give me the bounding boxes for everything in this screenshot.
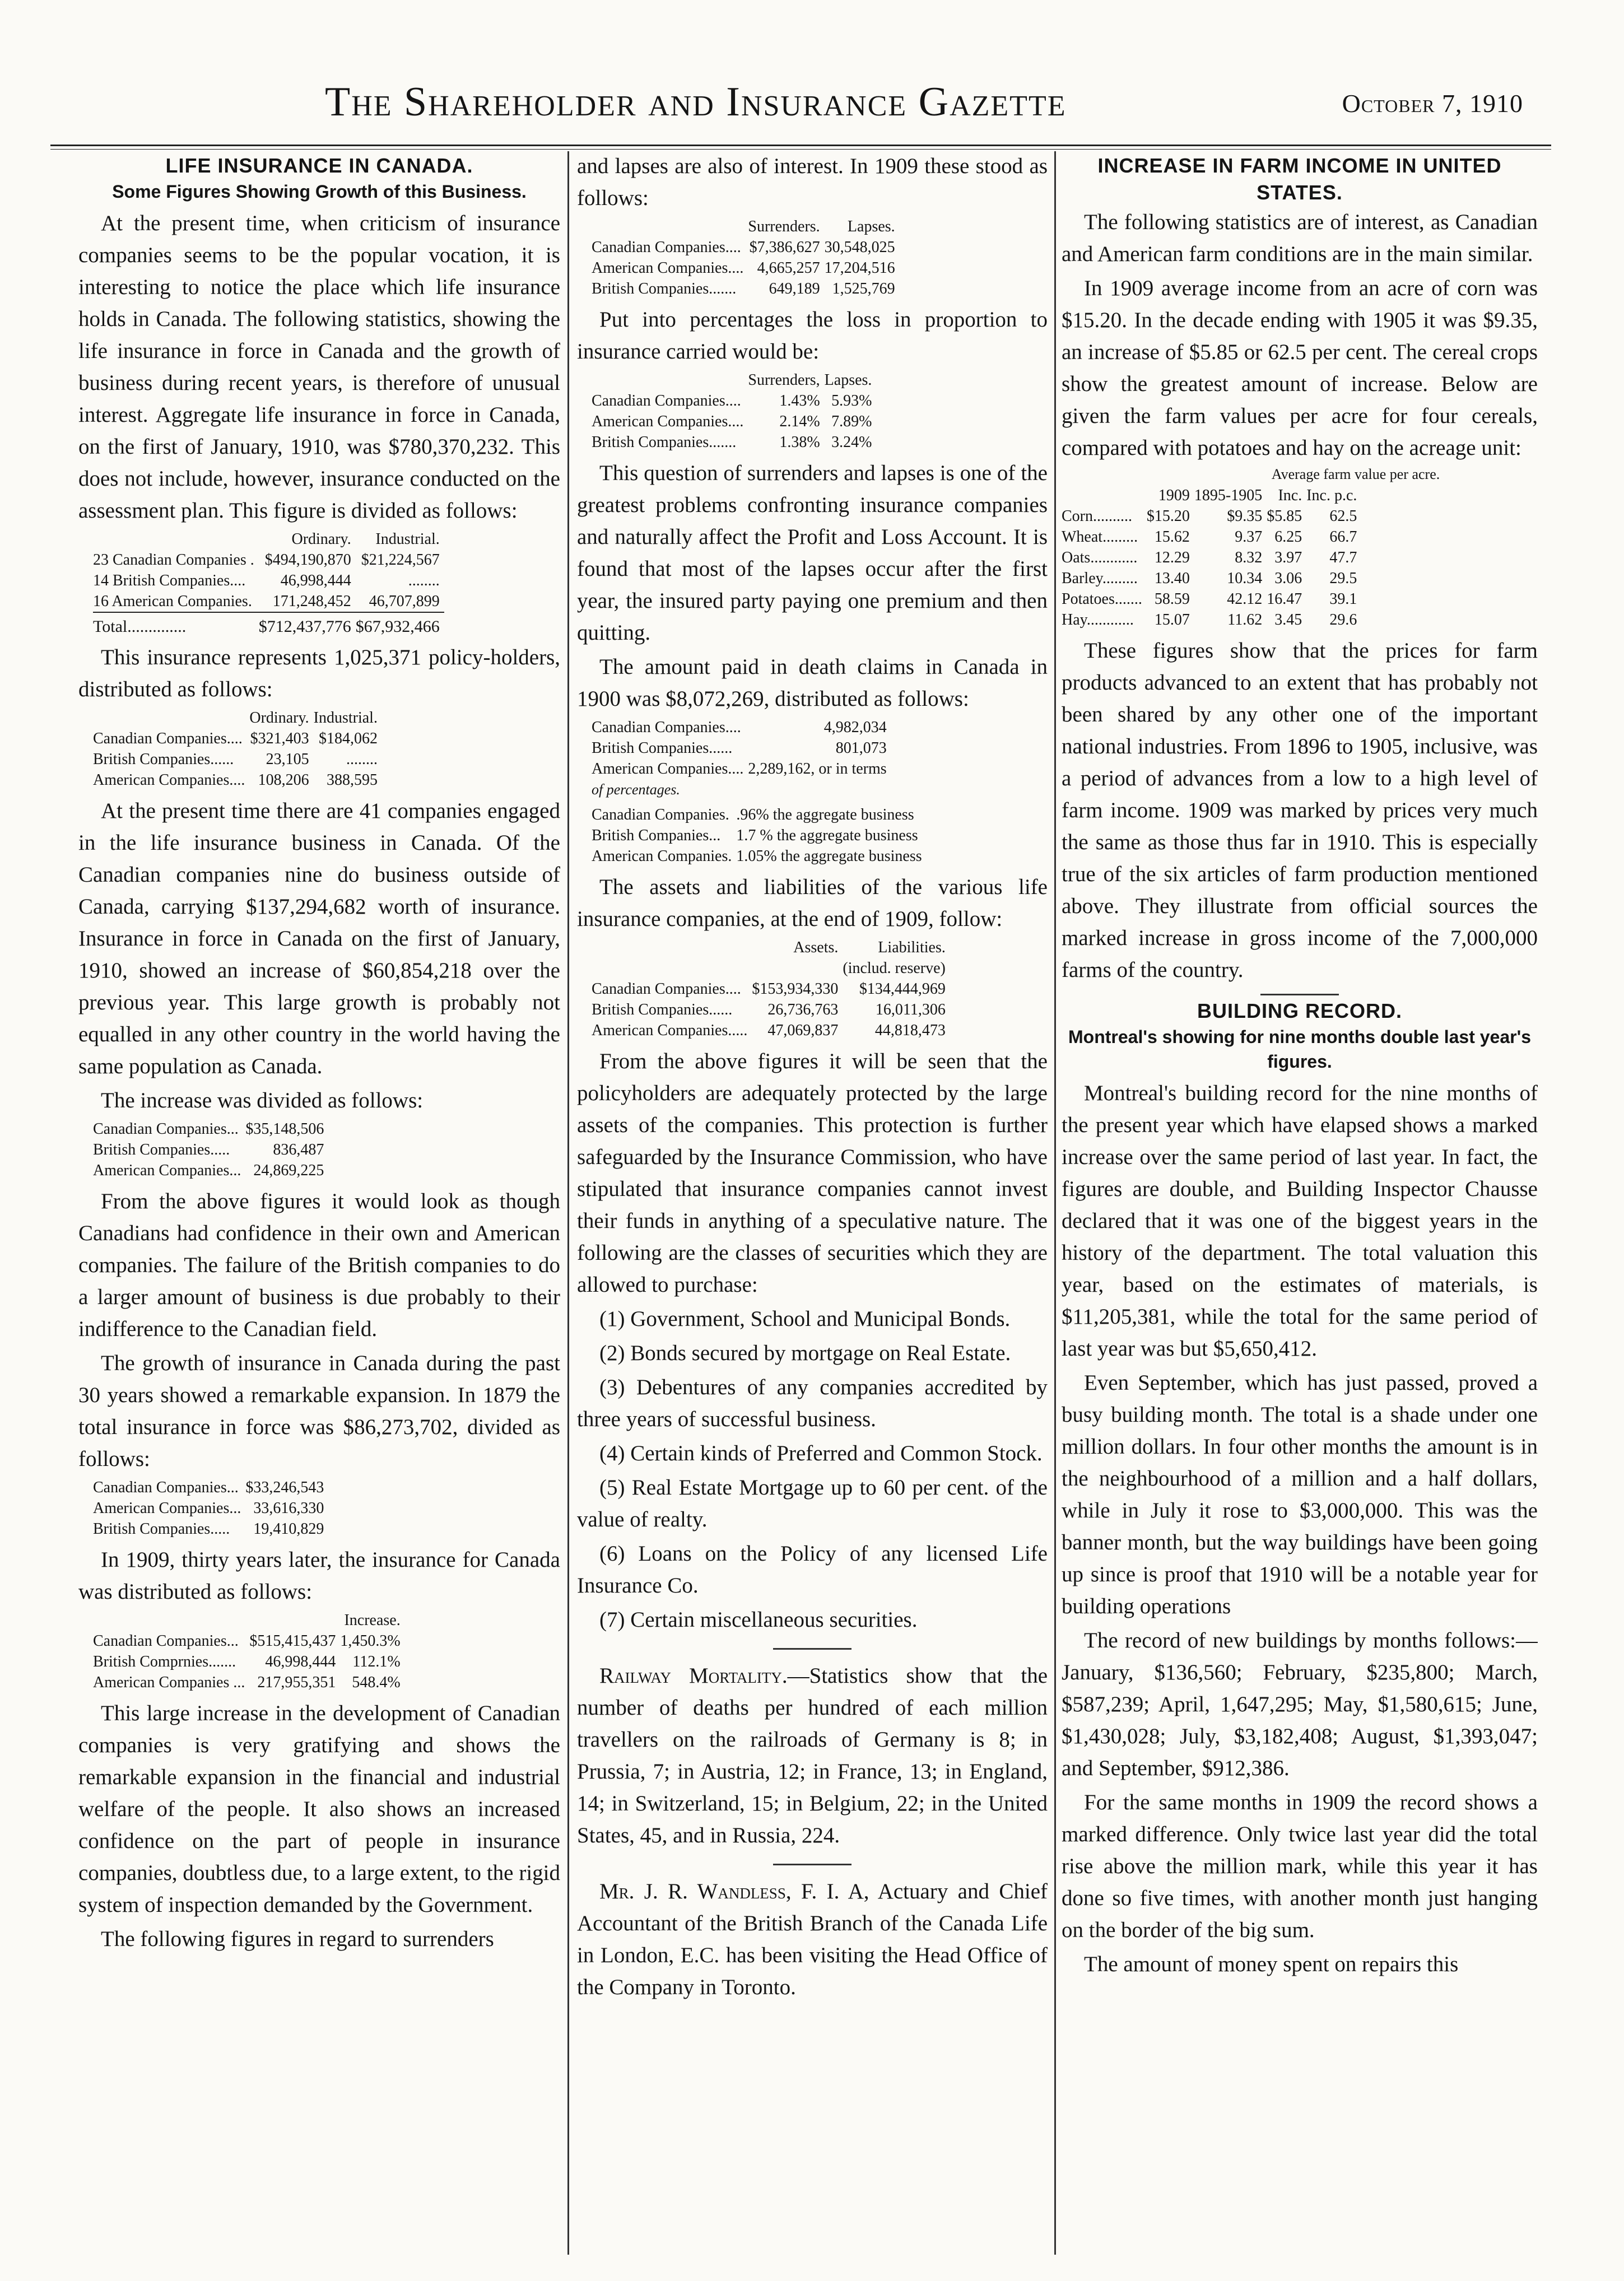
table-row: [592, 1020, 950, 1041]
row-label: Canadian Companies...: [93, 1632, 239, 1650]
table-row: [592, 825, 927, 846]
cell: 2,289,162, or in terms: [748, 760, 887, 778]
policyholders-table: [93, 707, 382, 790]
cell: 23,105: [266, 751, 309, 768]
column-header: Ordinary.: [249, 709, 309, 727]
column-life-insurance: [78, 150, 560, 2256]
cell: $33,246,543: [245, 1479, 324, 1496]
table-row: [93, 1498, 328, 1519]
row-label: American Companies....: [93, 771, 245, 789]
cell: .96% the aggregate business: [736, 806, 914, 823]
row-label: 16 American Companies.: [93, 593, 252, 610]
paragraph: This question of surrenders and lapses is one of the greatest problems confronting insurance companies and naturally affect the Profit and Loss Account. It is found that most of the lapses occur after the first year, the insured party paying one premium and then quitting.: [577, 461, 1048, 645]
table-row: [93, 1519, 328, 1539]
paragraph: In 1909, thirty years later, the insurance for Canada was distributed as follows:: [78, 1548, 560, 1604]
row-label: British Companies.......: [592, 434, 737, 451]
cell: 10.34: [1227, 570, 1263, 587]
cell: ........: [346, 751, 378, 768]
row-label: British Comprnies.......: [93, 1653, 236, 1670]
row-label: American Companies...: [93, 1162, 241, 1179]
cell: 29.5: [1329, 570, 1357, 587]
cell: 3.97: [1274, 549, 1302, 566]
cell: 46,707,899: [369, 593, 440, 610]
column-farm-building: [1062, 150, 1538, 2256]
cell: $153,934,330: [752, 980, 839, 998]
table-row: [93, 728, 382, 749]
railway-mortality-paragraph: [577, 1660, 1048, 1851]
row-label: British Companies...: [592, 827, 721, 844]
cell: 388,595: [326, 771, 378, 789]
cell: 47.7: [1329, 549, 1357, 566]
row-label: Canadian Companies....: [592, 239, 741, 256]
section-divider: [773, 1864, 851, 1865]
column-header: Liabilities.: [878, 939, 946, 956]
column-header: Increase.: [344, 1612, 401, 1629]
row-label: 14 British Companies....: [93, 572, 246, 589]
percentages-table: [592, 370, 876, 453]
article-subheading: Some Figures Showing Growth of this Business.: [112, 181, 527, 202]
cell: 46,998,444: [265, 1653, 336, 1670]
column-header: Assets.: [793, 939, 839, 956]
cell: 5.93%: [831, 392, 872, 409]
cell: 46,998,444: [280, 572, 351, 589]
row-label: British Companies......: [592, 739, 733, 757]
paragraph: Even September, which has just passed, proved a busy building month. The total is a shade under one million dollars. In four other months the amount is in the neighbourhood of a million and a half dollars, while in July it rose to $3,000,000. This was the banner month, but the way buildings have been going up since is proof that 1910 will be a notable year for building operations: [1062, 1371, 1538, 1618]
cell: 112.1%: [352, 1653, 401, 1670]
row-label: American Companies.: [592, 848, 732, 865]
cell: 15.07: [1154, 611, 1190, 629]
column-header: Lapses.: [847, 218, 895, 235]
article-heading: LIFE INSURANCE IN CANADA.: [165, 154, 473, 177]
table-row: [592, 237, 900, 258]
cell: $494,190,870: [264, 551, 351, 569]
table-row: [93, 1139, 328, 1160]
cell: $515,415,437: [249, 1632, 336, 1650]
cell: $15.20: [1146, 508, 1190, 525]
cell: 3.06: [1274, 570, 1302, 587]
column-header: Lapses.: [824, 371, 872, 389]
death-claims-table: [592, 717, 891, 800]
table-row: [93, 591, 444, 612]
cell: 649,189: [769, 280, 820, 297]
row-label: British Companies.....: [93, 1141, 230, 1158]
table-row: [592, 390, 876, 411]
cell: 9.37: [1235, 528, 1263, 546]
paragraph-body: F. I. A, Actuary and Chief Accountant of the British Branch of the Canada Life in London, E.C. has been visiting the Head Office of the Company in Toronto.: [577, 1879, 1048, 1999]
death-claims-percent-table: [592, 804, 927, 867]
cell: 29.6: [1329, 611, 1357, 629]
table-row: [1062, 609, 1361, 630]
cell: 17,204,516: [824, 259, 895, 277]
paragraph: The assets and liabilities of the various life insurance companies, at the end of 1909, follow:: [577, 875, 1048, 931]
list-item: (5) Real Estate Mortgage up to 60 per cent. of the value of realty.: [577, 1475, 1048, 1531]
column-header: (includ. reserve): [843, 960, 946, 977]
cell: 13.40: [1154, 570, 1190, 587]
paragraph: The increase was divided as follows:: [101, 1088, 424, 1112]
cell: 26,736,763: [767, 1001, 839, 1018]
column-header: Inc. p.c.: [1306, 487, 1357, 504]
table-row: [1062, 527, 1361, 547]
column-surrenders-lapses: [577, 150, 1048, 2256]
paragraph: and lapses are also of interest. In 1909 these stood as follows:: [577, 154, 1048, 210]
paragraph: This insurance represents 1,025,371 policy-holders, distributed as follows:: [78, 645, 560, 701]
cell: 1,450.3%: [340, 1632, 401, 1650]
row-label: Wheat.........: [1062, 528, 1138, 546]
cell: 16.47: [1267, 590, 1302, 608]
farm-values-table: [1062, 485, 1361, 630]
cell: 8.32: [1235, 549, 1263, 566]
column-header: Inc.: [1278, 487, 1302, 504]
cell: $9.35: [1227, 508, 1263, 525]
paragraph: Put into percentages the loss in proportion to insurance carried would be:: [577, 308, 1048, 364]
cell: 66.7: [1329, 528, 1357, 546]
table-row: [93, 749, 382, 770]
row-label: Corn..........: [1062, 508, 1132, 525]
cell: $35,148,506: [245, 1120, 324, 1138]
table-row: [1062, 568, 1361, 589]
row-label: British Companies.....: [93, 1520, 230, 1538]
article-heading: BUILDING RECORD.: [1197, 999, 1402, 1022]
cell: 19,410,829: [253, 1520, 324, 1538]
cell: 836,487: [273, 1141, 324, 1158]
table-row: [592, 411, 876, 432]
paragraph-lead: Railway Mortality.: [599, 1664, 788, 1688]
column-divider-2: [1054, 151, 1056, 2255]
paragraph: For the same months in 1909 the record shows a marked difference. Only twice last year did the total rise above the million mark, while this year it has done so five times, with another month just hanging on the border of the big sum.: [1062, 1790, 1538, 1942]
cell: 4,665,257: [757, 259, 820, 277]
cell: 171,248,452: [272, 593, 351, 610]
cell: 3.45: [1274, 611, 1302, 629]
table-row: [592, 278, 900, 299]
cell: 3.24%: [831, 434, 872, 451]
column-header: Ordinary.: [291, 530, 351, 548]
paragraph: The following figures in regard to surrenders: [101, 1927, 494, 1951]
table-row: [93, 1631, 405, 1651]
cell: $5.85: [1267, 508, 1302, 525]
row-label: Canadian Companies.: [592, 806, 729, 823]
cell: 1.7 % the aggregate business: [736, 827, 918, 844]
table-row: [93, 1672, 405, 1693]
table-row: [592, 738, 891, 758]
paragraph-body: —Statistics show that the number of deaths per hundred of each million travellers on the railroads of Germany is 8; in Prussia, 7; in Austria, 12; in France, 13; in England, 14; in Switzerland, 15; in Belgium, 22; in the United States, 45, and in Russia, 224.: [577, 1664, 1048, 1847]
row-label: Oats............: [1062, 549, 1138, 566]
column-header: 1895-1905: [1194, 487, 1263, 504]
list-item: (2) Bonds secured by mortgage on Real Estate.: [599, 1341, 1011, 1365]
row-label: Hay............: [1062, 611, 1134, 629]
column-header: Surrenders,: [748, 371, 820, 389]
issue-date: October 7, 1910: [1342, 89, 1523, 118]
cell: 108,206: [258, 771, 309, 789]
column-header: Industrial.: [375, 530, 440, 548]
cell: 1.38%: [779, 434, 820, 451]
row-label: American Companies....: [592, 760, 744, 778]
cell: ........: [408, 572, 440, 589]
cell: 2.14%: [779, 413, 820, 430]
cell: 1.43%: [779, 392, 820, 409]
masthead-title: The Shareholder and Insurance Gazette: [325, 79, 1067, 125]
table-row: [1062, 589, 1361, 609]
column-header: Industrial.: [313, 709, 378, 727]
row-label: British Companies.......: [592, 280, 737, 297]
surrenders-lapses-table: [592, 216, 900, 299]
paragraph: Montreal's building record for the nine months of the present year which have elapsed shows a marked increase over the same period of last year. In fact, the figures are double, and Building Inspector Chausse declared that it was one of the biggest years in the history of the department. The total valuation this year, based on the estimates of materials, is $11,205,381, while the total for the same period of last year was but $5,650,412.: [1062, 1081, 1538, 1361]
masthead-rule-thin: [50, 149, 1551, 150]
paragraph: These figures show that the prices for farm products advanced to an extent that has probably not been shared by any other one of the important national industries. From 1896 to 1905, inclusive, was a period of advances from a low to a high level of farm income. 1909 was marked by prices very much the same as those thus far in 1910. This is especially true of the six articles of farm production mentioned above. They illustrate from official sources the marked increase in gross income of the 7,000,000 farms of the country.: [1062, 639, 1538, 982]
cell: 42.12: [1227, 590, 1263, 608]
paragraph: In 1909 average income from an acre of corn was $15.20. In the decade ending with 1905 it was $9.35, an increase of $5.85 or 62.5 per cent. The cereal crops show the greatest amount of increase. Below are given the farm values per acre for four cereals, compared with potatoes and hay on the acreage unit:: [1062, 276, 1538, 460]
row-label: American Companies...: [93, 1500, 241, 1517]
list-item: (6) Loans on the Policy of any licensed Life Insurance Co.: [577, 1542, 1048, 1598]
paragraph: From the above figures it would look as though Canadians had confidence in their own and American companies. The failure of the British companies to do a larger amount of business is due probably to their indifference to the Canadian field.: [78, 1189, 560, 1341]
insurance-1879-table: [93, 1477, 328, 1539]
row-label: American Companies....: [592, 413, 744, 430]
table-row: [93, 1651, 405, 1672]
wandless-paragraph: [577, 1875, 1048, 2003]
table-row: [93, 1477, 328, 1498]
cell: $134,444,969: [859, 980, 946, 998]
row-label: British Companies......: [93, 751, 234, 768]
paragraph: From the above figures it will be seen that the policyholders are adequately protected by the large assets of the companies. This protection is further safeguarded by the Insurance Commission, who have stipulated that insurance companies cannot invest their funds in anything of a speculative nature. The following are the classes of securities which they are allowed to purchase:: [577, 1049, 1048, 1297]
list-item: (4) Certain kinds of Preferred and Common Stock.: [599, 1441, 1043, 1465]
row-label: Canadian Companies....: [592, 980, 741, 998]
row-label: Canadian Companies....: [592, 392, 741, 409]
cell: 1.05% the aggregate business: [736, 848, 922, 865]
row-label: Canadian Companies....: [93, 730, 243, 747]
assets-liabilities-table: [592, 937, 950, 1041]
cell: 30,548,025: [824, 239, 895, 256]
paragraph: This large increase in the development of Canadian companies is very gratifying and shows the remarkable expansion in the financial and industrial welfare of the people. It also shows an increased confidence on the part of people in insurance companies, doubtless due, to a large extent, to the rigid system of inspection demanded by the Government.: [78, 1701, 560, 1917]
table-row: [592, 758, 891, 779]
cell: $7,386,627: [749, 239, 820, 256]
table-row: [592, 846, 927, 867]
list-item: (1) Government, School and Municipal Bonds.: [599, 1307, 1011, 1331]
paragraph: The following statistics are of interest, as Canadian and American farm conditions are in the main similar.: [1062, 210, 1538, 266]
cell: 4,982,034: [823, 719, 887, 736]
table-row: [1062, 506, 1361, 527]
column-divider-1: [567, 151, 569, 2255]
article-heading: INCREASE IN FARM INCOME IN UNITED STATES.: [1097, 154, 1502, 204]
section-divider: [1260, 994, 1339, 995]
cell: $321,403: [250, 730, 309, 747]
cell: $712,437,776: [259, 612, 356, 637]
cell: 7.89%: [831, 413, 872, 430]
table-caption: Average farm value per acre.: [1271, 466, 1440, 482]
row-label: American Companies ...: [93, 1674, 245, 1691]
table-row: [592, 717, 891, 738]
cell: 44,818,473: [874, 1022, 946, 1039]
masthead-rule: [50, 145, 1551, 146]
cell: 58.59: [1154, 590, 1190, 608]
paragraph: At the present time there are 41 companies engaged in the life insurance business in Canada. Of the Canadian companies nine do business outside of Canada, carrying $137,294,682 worth of insurance. Insurance in force in Canada on the first of January, 1910, showed an increase of $60,854,218 over the previous year. This large growth is probably not equalled in any other country in the world having the same population as Canada.: [78, 799, 560, 1078]
table-row: [592, 804, 927, 825]
increase-table: [93, 1119, 328, 1181]
list-item: (3) Debentures of any companies accredited by three years of successful business.: [577, 1375, 1048, 1431]
table-total-row: [93, 612, 444, 637]
row-label: Canadian Companies....: [592, 719, 741, 736]
cell: 1,525,769: [832, 280, 895, 297]
cell: 39.1: [1329, 590, 1357, 608]
paragraph: The growth of insurance in Canada during the past 30 years showed a remarkable expansion. In 1879 the total insurance in force was $86,273,702, divided as follows:: [78, 1351, 560, 1471]
table-row: [592, 999, 950, 1020]
paragraph-lead: Mr. J. R. Wandless,: [599, 1879, 792, 1903]
insurance-in-force-table: [93, 529, 444, 637]
cell: 6.25: [1274, 528, 1302, 546]
table-row: [93, 570, 444, 591]
row-label: British Companies......: [592, 1001, 733, 1018]
table-row: [93, 1160, 328, 1181]
table-row: [592, 432, 876, 453]
cell: 16,011,306: [875, 1001, 946, 1018]
cell: 15.62: [1154, 528, 1190, 546]
paragraph: The amount of money spent on repairs this: [1084, 1952, 1459, 1976]
paragraph: At the present time, when criticism of insurance companies seems to be the popular vocation, it is interesting to notice the place which life insurance holds in Canada. The following statistics, showing the life insurance in force in Canada and the growth of business during recent years, is therefore of unusual interest. Aggregate life insurance in force in Canada, on the first of January, 1910, was $780,370,232. This does not include, however, insurance conducted on the assessment plan. This figure is divided as follows:: [78, 211, 560, 523]
table-row: [1062, 547, 1361, 568]
insurance-1909-table: [93, 1610, 405, 1693]
table-row: [592, 258, 900, 278]
row-label: 23 Canadian Companies .: [93, 551, 254, 569]
cell: $67,932,466: [356, 612, 444, 637]
cell: 33,616,330: [253, 1500, 324, 1517]
cell: 12.29: [1154, 549, 1190, 566]
table-row: [93, 550, 444, 570]
cell: 801,073: [835, 739, 887, 757]
column-header: 1909: [1158, 487, 1190, 504]
article-subheading: Montreal's showing for nine months double last year's figures.: [1068, 1027, 1531, 1072]
list-item: (7) Certain miscellaneous securities.: [599, 1608, 918, 1632]
cell: 11.62: [1227, 611, 1263, 629]
cell: 47,069,837: [767, 1022, 839, 1039]
row-label: Canadian Companies...: [93, 1479, 239, 1496]
table-row: [592, 979, 950, 999]
column-header: Surrenders.: [748, 218, 820, 235]
cell: 62.5: [1329, 508, 1357, 525]
row-label: American Companies....: [592, 259, 744, 277]
cell: $21,224,567: [361, 551, 440, 569]
row-label: Potatoes.......: [1062, 590, 1142, 608]
row-label: Barley.........: [1062, 570, 1138, 587]
cell: $184,062: [318, 730, 378, 747]
table-note: of percentages.: [592, 781, 680, 798]
row-label: Canadian Companies...: [93, 1120, 239, 1138]
masthead: [0, 78, 1624, 140]
table-row: [93, 770, 382, 790]
cell: 548.4%: [352, 1674, 401, 1691]
row-label: American Companies.....: [592, 1022, 748, 1039]
row-label: Total..............: [93, 612, 259, 637]
cell: 24,869,225: [253, 1162, 324, 1179]
cell: 217,955,351: [257, 1674, 336, 1691]
paragraph: The record of new buildings by months follows:—January, $136,560; February, $235,800; March, $587,239; April, 1,647,295; May, $1,580,615; June, $1,430,028; July, $3,182,408; August, $1,393,047; and September, $912,386.: [1062, 1628, 1538, 1780]
section-divider: [773, 1648, 851, 1650]
table-row: [93, 1119, 328, 1139]
paragraph: The amount paid in death claims in Canada in 1900 was $8,072,269, distributed as follows:: [577, 655, 1048, 711]
